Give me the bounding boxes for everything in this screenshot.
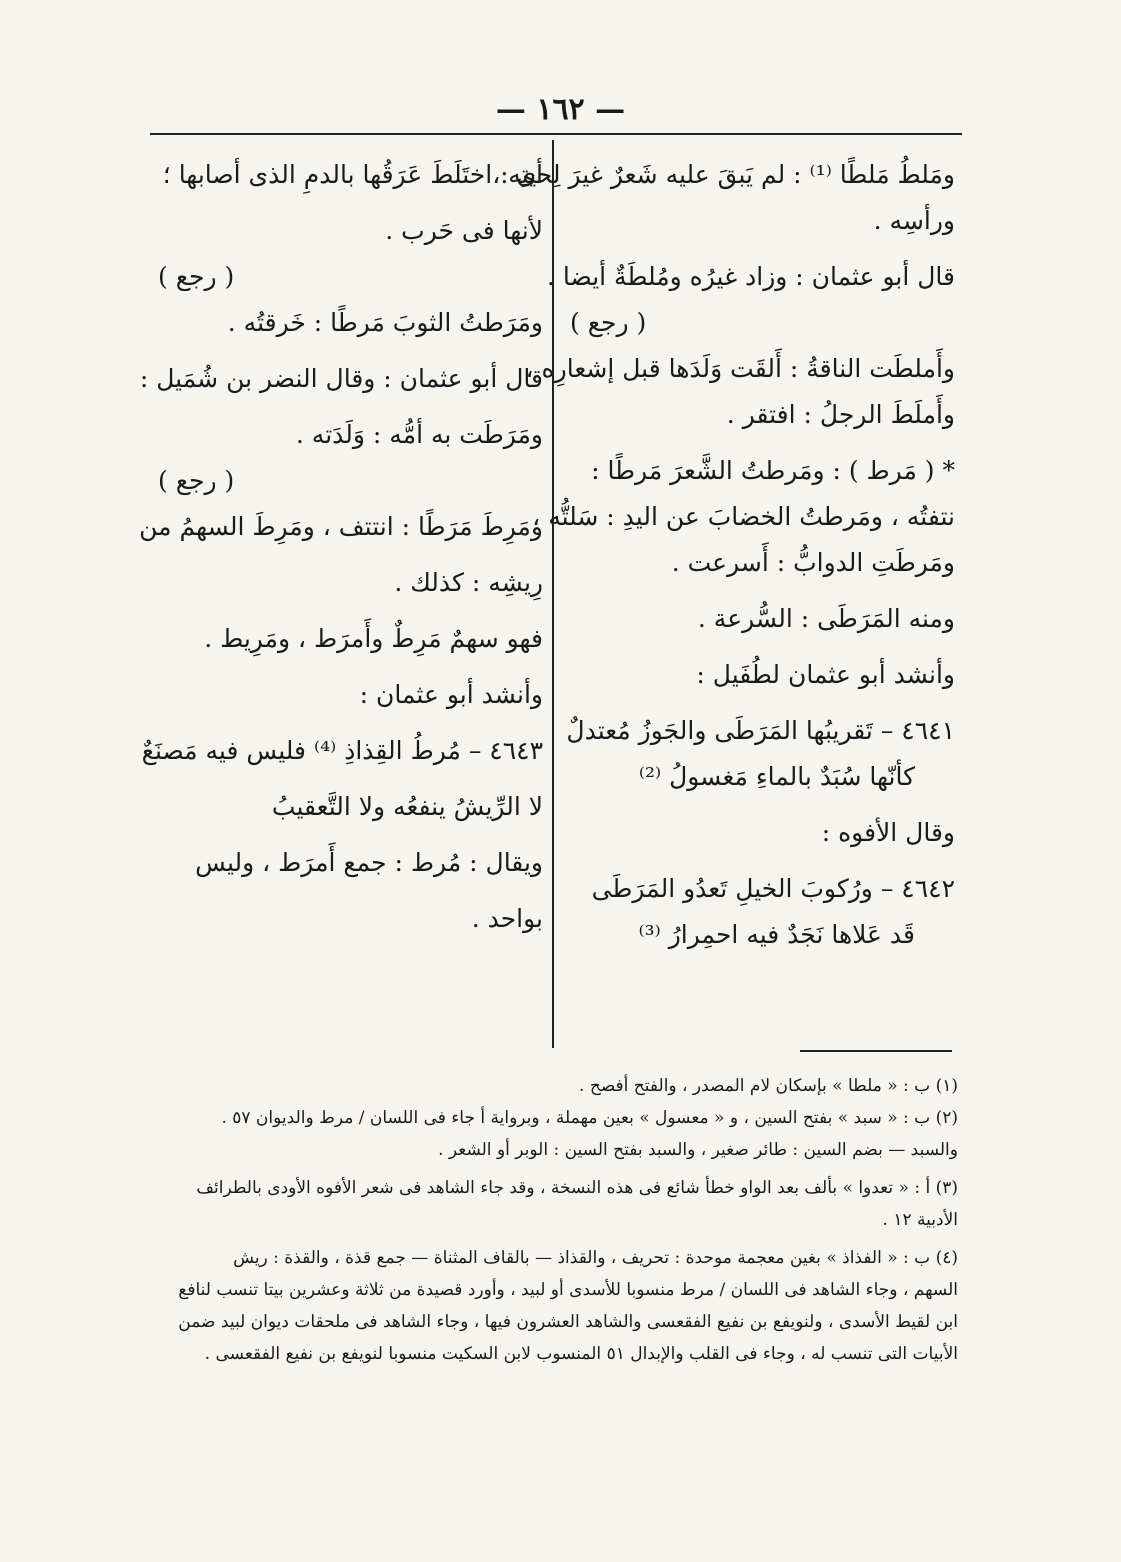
- header-rule: [150, 133, 962, 135]
- text-line: ومنه المَرَطَى : السُّرعة .: [697, 604, 955, 633]
- left-column: [139, 152, 543, 942]
- text-line: وأنشد أبو عثمان :: [359, 680, 543, 709]
- text-line: ومَرَطتُ الثوبَ مَرطًا : خَرقتُه .: [227, 308, 543, 337]
- text-line: ومَرَطَت به أمُّه : وَلَدَته .: [295, 420, 543, 449]
- text-line: وأَملَطَ الرجلُ : افتقر .: [726, 400, 955, 429]
- text-line: ومَرطَتِ الدوابُّ : أَسرعت .: [671, 548, 955, 577]
- footnote-line: (٢) ب : « سبد » بفتح السين ، و « معسول » بعين مهملة ، وبرواية أ جاء فى اللسان / مرط والديوان ٥٧ .: [221, 1108, 958, 1128]
- section-tag: ( رجع ): [158, 262, 235, 291]
- text-line: كأنّها سُبَدٌ بالماءِ مَغسولُ ⁽²⁾: [638, 762, 915, 791]
- footnote-line: (١) ب : « ملطا » بإسكان لام المصدر ، والفتح أفصح .: [579, 1076, 958, 1096]
- section-tag: ( رجع ): [158, 466, 235, 495]
- text-line: وقال الأفوه :: [821, 818, 955, 847]
- page-number: — ١٦٢ —: [495, 92, 626, 127]
- text-line: ويقال : مُرط : جمع أَمرَط ، وليس: [195, 848, 543, 877]
- text-line: وأَملطَت الناقةُ : أَلقَت وَلَدَها قبل إشعارِه ،: [525, 354, 955, 383]
- text-line: قال أبو عثمان : وقال النضر بن شُمَيل :: [139, 364, 543, 393]
- footnote-line: السهم ، وجاء الشاهد فى اللسان / مرط منسوبا للأسدى أو لبيد ، وأورد قصيدة من ثلاثة وعشرين بيتا تنسب لنافع: [178, 1280, 958, 1300]
- footnote-line: (٣) أ : « تعدوا » بألف بعد الواو خطأ شائع فى هذه النسخة ، وقد جاء الشاهد فى شعر الأفوه الأودى بالطرائف: [196, 1178, 958, 1198]
- text-line: رِيشِه : كذلك .: [394, 568, 543, 597]
- text-line: ورأسِه .: [873, 206, 955, 235]
- text-line: فهو سهمٌ مَرِطٌ وأَمرَط ، ومَرِيط .: [204, 624, 543, 653]
- text-line: قال أبو عثمان : وزاد غيرُه ومُلطَةٌ أيضا .: [547, 262, 955, 291]
- text-line: لا الرِّيشُ ينفعُه ولا التَّعقيبُ: [271, 792, 543, 821]
- text-line: ومَلطُ مَلطًا ⁽¹⁾ : لم يَبقَ عليه شَعرٌ غيرَ لِحيتِه ،: [492, 160, 955, 189]
- text-line: لأنها فى حَرب .: [385, 216, 543, 245]
- footnote-line: الأدبية ١٢ .: [882, 1210, 958, 1230]
- footnote-line: ابن لقيط الأسدى ، ولنويفع بن نفيع الفقعسى والشاهد العشرون فيها ، وجاء الشاهد فى ملحقات ديوان لبيد ضمن: [178, 1312, 958, 1332]
- text-line: أى : اختَلَطَ عَرَقُها بالدمِ الذى أصابها ؛: [162, 160, 543, 189]
- text-line: ومَرِطَ مَرَطًا : انتتف ، ومَرِطَ السهمُ من: [139, 512, 543, 541]
- text-line: بواحد .: [471, 904, 543, 933]
- text-line: ٤٦٤٢ – ورُكوبَ الخيلِ تَعدُو المَرَطَى: [591, 874, 955, 903]
- footnotes: [158, 1070, 958, 1370]
- footnote-rule: [800, 1050, 952, 1052]
- text-line: نتفتُه ، ومَرطتُ الخضابَ عن اليدِ : سَلتُّه ،: [532, 502, 955, 531]
- text-line: * ( مَرط ) : ومَرطتُ الشَّعرَ مَرطًا :: [591, 456, 955, 485]
- footnote-line: والسبد — بضم السين : طائر صغير ، والسبد بفتح السين : الوبر أو الشعر .: [438, 1140, 958, 1160]
- text-line: وأنشد أبو عثمان لطُفَيل :: [696, 660, 955, 689]
- column-divider: [552, 140, 554, 1048]
- text-line: ٤٦٤١ – تَقريبُها المَرَطَى والجَوزُ مُعتدلٌ: [566, 716, 955, 745]
- text-line: ٤٦٤٣ – مُرطُ القِذاذِ ⁽⁴⁾ فليس فيه مَصنَعٌ: [141, 736, 543, 765]
- footnote-line: (٤) ب : « الفذاذ » بغين معجمة موحدة : تحريف ، والقذاذ — بالقاف المثناة — جمع قذة ، والقذة : ريش: [233, 1248, 958, 1268]
- section-tag: ( رجع ): [570, 308, 647, 337]
- footnote-line: الأبيات التى تنسب له ، وجاء فى القلب والإبدال ٥١ المنسوب لابن السكيت منسوبا لنويفع بن نفيع الفقعسى .: [204, 1344, 958, 1364]
- text-line: قَد عَلاها نَجَدٌ فيه احمِرارُ ⁽³⁾: [638, 920, 915, 949]
